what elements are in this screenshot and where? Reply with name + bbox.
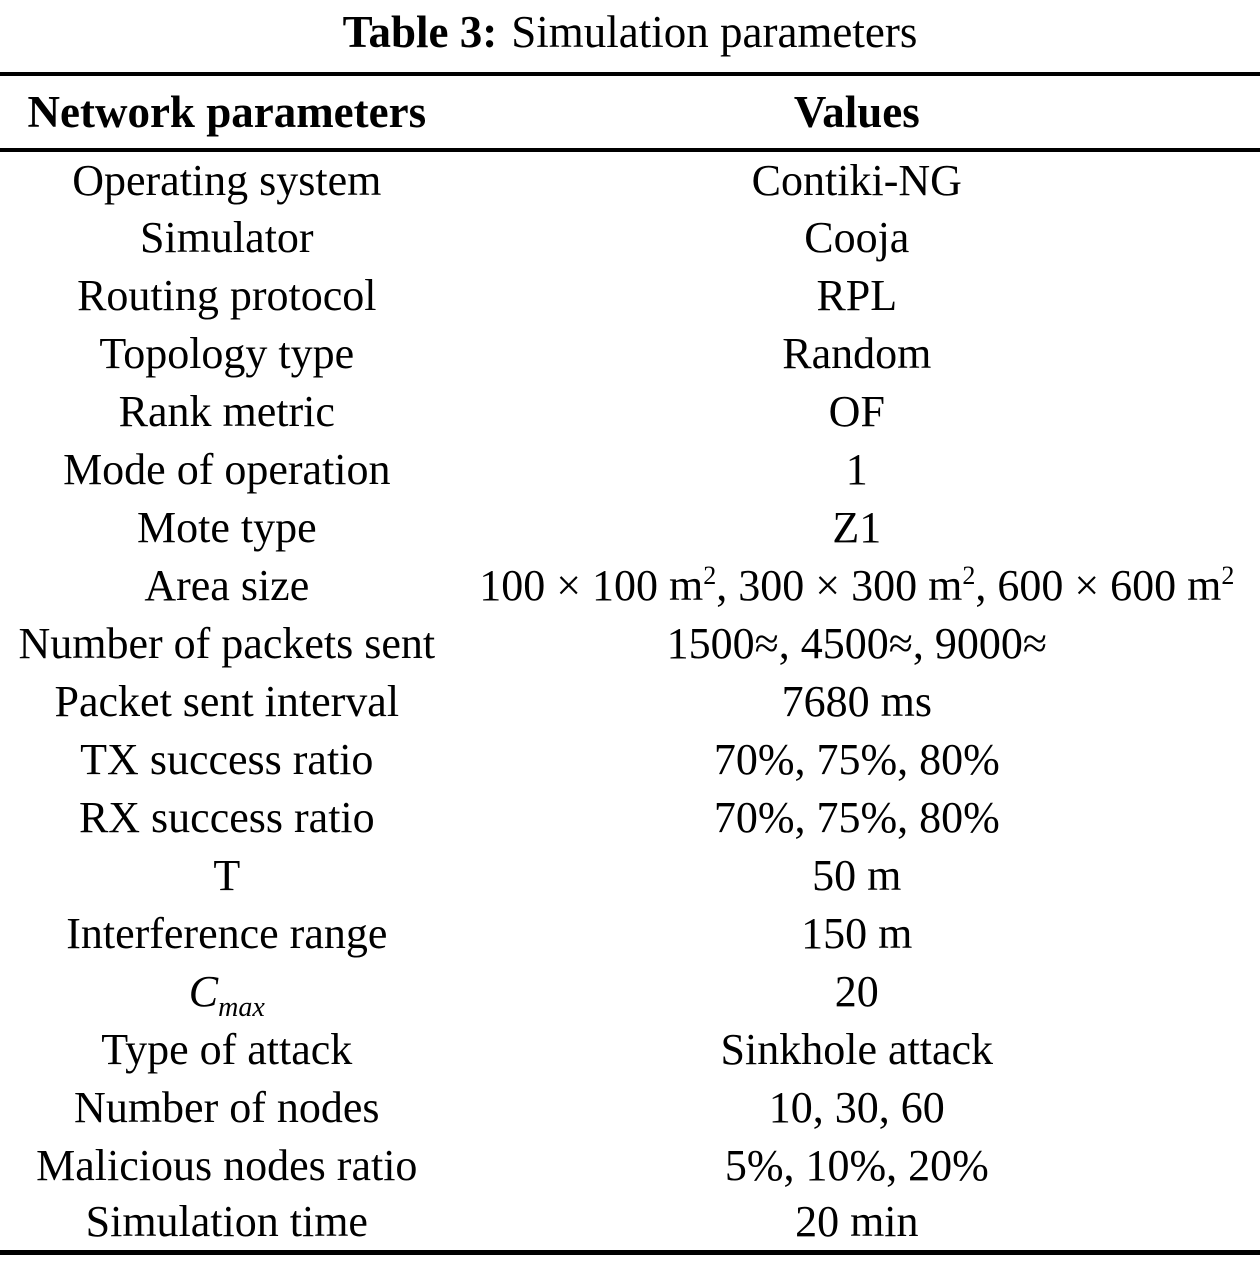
table-row [0, 730, 1260, 788]
simulation-parameters-table [0, 72, 1260, 1255]
value-cell: 50 m [812, 850, 902, 900]
column-header-network-parameters: Network parameters [0, 74, 454, 150]
value-cell: 20 [834, 966, 879, 1016]
table-row [0, 150, 1260, 208]
param-cell: Number of nodes [74, 1082, 380, 1132]
column-header-values: Values [454, 74, 1260, 150]
param-cell: T [213, 850, 241, 900]
cell-text-segment: 100 × 100 m [479, 560, 704, 610]
value-cell: Contiki-NG [751, 155, 962, 205]
value-cell: Sinkhole attack [720, 1024, 994, 1074]
table-caption [0, 0, 1260, 72]
param-cell: Malicious nodes ratio [36, 1140, 418, 1190]
table-row [0, 1136, 1260, 1194]
param-cell: Mode of operation [63, 444, 391, 494]
cell-text-segment: 2 [962, 560, 976, 590]
param-cell: Simulation time [85, 1197, 368, 1247]
table-row [0, 846, 1260, 904]
value-cell: 10, 30, 60 [768, 1082, 945, 1132]
table-row [0, 1194, 1260, 1252]
table-row [0, 1078, 1260, 1136]
cell-text-segment: 2 [1221, 560, 1235, 590]
table-row [0, 382, 1260, 440]
param-cell: Packet sent interval [54, 676, 400, 726]
table-row [0, 498, 1260, 556]
table-row [0, 440, 1260, 498]
table-row [0, 266, 1260, 324]
cell-text-segment: max [218, 991, 265, 1023]
table-row [0, 1020, 1260, 1078]
header-row [0, 74, 1260, 150]
table-body [0, 150, 1260, 1252]
cell-text-segment: , 300 × 300 m [716, 560, 963, 610]
value-cell: Cooja [804, 212, 910, 262]
param-cell: Operating system [72, 155, 382, 205]
value-cell: 5%, 10%, 20% [724, 1140, 989, 1190]
value-cell [454, 556, 1260, 614]
table-row [0, 556, 1260, 614]
param-cell: Rank metric [118, 386, 335, 436]
table-row [0, 614, 1260, 672]
table-row [0, 208, 1260, 266]
param-cell: Mote type [136, 502, 317, 552]
param-cell [0, 962, 454, 1023]
param-cell: Area size [144, 560, 310, 610]
value-cell: RPL [816, 270, 898, 320]
value-cell: 1 [845, 444, 868, 494]
param-cell: Topology type [99, 328, 355, 378]
value-cell: 1500≈, 4500≈, 9000≈ [666, 618, 1048, 668]
table-row [0, 324, 1260, 382]
value-cell: Random [782, 328, 932, 378]
table-caption-label: Table 3: [342, 7, 498, 57]
value-cell: 70%, 75%, 80% [713, 734, 1000, 784]
cell-text-segment: C [188, 966, 219, 1016]
cell-text-segment: , 600 × 600 m [975, 560, 1222, 610]
table-header [0, 74, 1260, 150]
value-cell: Z1 [832, 502, 882, 552]
table-caption-title: Simulation parameters [511, 7, 918, 57]
param-cell: RX success ratio [78, 792, 375, 842]
value-cell: 150 m [801, 908, 913, 958]
value-cell: 20 min [795, 1197, 919, 1247]
table-row [0, 672, 1260, 730]
table-row [0, 788, 1260, 846]
param-cell: TX success ratio [80, 734, 374, 784]
param-cell: Interference range [66, 908, 388, 958]
value-cell: 70%, 75%, 80% [713, 792, 1000, 842]
table-row [0, 962, 1260, 1020]
param-cell: Routing protocol [77, 270, 377, 320]
value-cell: 7680 ms [781, 676, 932, 726]
cell-text-segment: 2 [703, 560, 717, 590]
param-cell: Simulator [140, 212, 314, 262]
value-cell: OF [828, 386, 885, 436]
param-cell: Type of attack [101, 1024, 353, 1074]
table-row [0, 904, 1260, 962]
param-cell: Number of packets sent [18, 618, 436, 668]
